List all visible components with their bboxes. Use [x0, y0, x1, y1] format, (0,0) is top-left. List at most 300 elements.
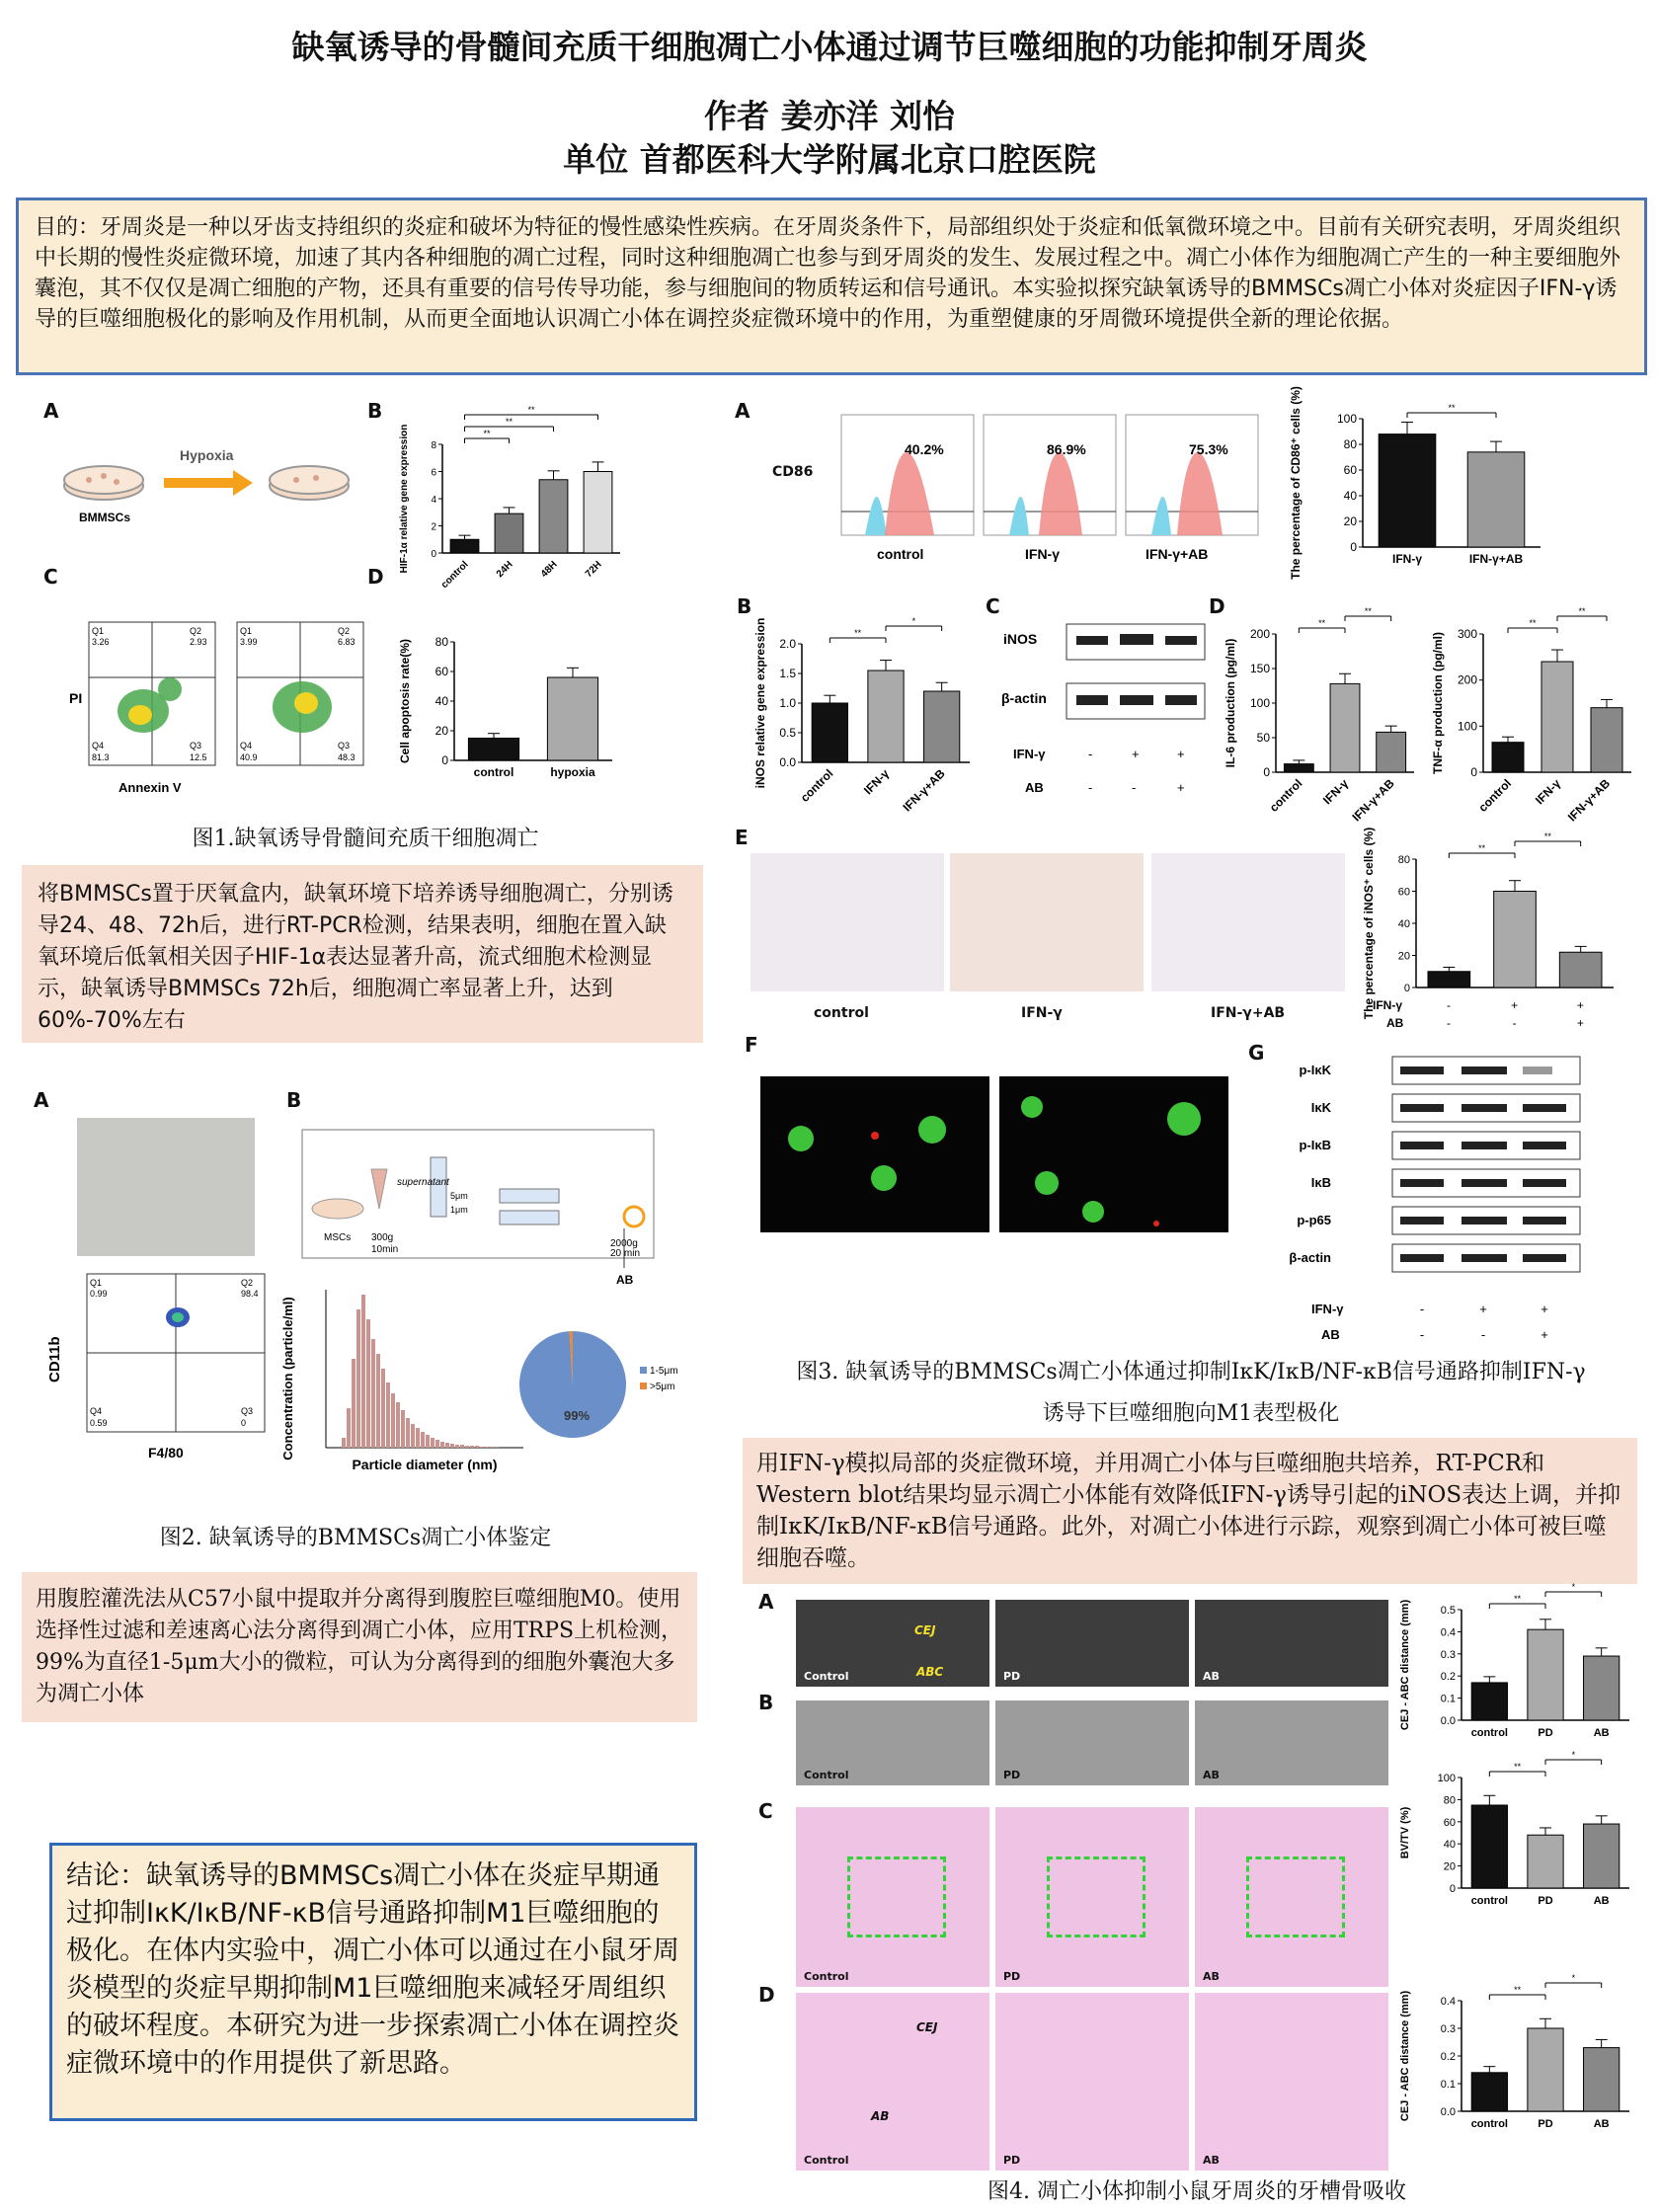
- fig3-label-e: E: [735, 826, 749, 849]
- fig3-text-box: [743, 1438, 1637, 1584]
- svg-text:40.9: 40.9: [240, 752, 258, 762]
- fig2-text: 用腹腔灌洗法从C57小鼠中提取并分离得到腹腔巨噬细胞M0。使用选择性过滤和差速离心法分离得到凋亡小体，应用TRPS上机检测，99%为直径1-5μm大小的微粒，可认为分离得到的细胞外囊泡大多为凋亡小体: [36, 1587, 683, 1706]
- y-axis-label: iNOS relative gene expression: [753, 617, 767, 789]
- fig4-image: [995, 1993, 1189, 2171]
- fig4-image: [995, 1600, 1189, 1687]
- x-tick-label: IFN-γ+AB: [1349, 776, 1397, 825]
- histogram-bar: [470, 1446, 474, 1448]
- treatment-mark: -: [1419, 1327, 1425, 1342]
- band-label: IκK: [1310, 1100, 1331, 1115]
- fig3-text: 用IFN-γ模拟局部的炎症微环境，并用凋亡小体与巨噬细胞共培养，RT-PCR和Western blot结果均显示凋亡小体能有效降低IFN-γ诱导引起的iNOS表达上调，并抑制IκK/IκB/NF-κB信号通路。此外，对凋亡小体进行示踪，观察到凋亡小体可被巨噬细胞吞噬。: [756, 1451, 1621, 1571]
- significance-mark: **: [1318, 618, 1326, 628]
- svg-text:0.99: 0.99: [90, 1289, 108, 1299]
- fig3g-western: [1284, 1047, 1590, 1353]
- y-tick-label: 60: [1443, 1816, 1456, 1829]
- fig4-label-c: C: [758, 1799, 773, 1823]
- y-axis-label: CEJ - ABC distance (mm): [1399, 1990, 1411, 2122]
- y-tick-label: 0.0: [1440, 1715, 1456, 1727]
- svg-text:40.2%: 40.2%: [905, 441, 944, 457]
- y-axis-label: Cell apoptosis rate(%): [398, 638, 412, 764]
- ab-label: AB: [616, 1273, 634, 1287]
- fig4-image-label: Control: [804, 1670, 849, 1683]
- hypoxia-label: Hypoxia: [180, 447, 234, 463]
- f480-label: F4/80: [148, 1445, 184, 1461]
- y-tick-label: 1.5: [779, 667, 796, 680]
- band: [1523, 1104, 1566, 1112]
- bar: [468, 739, 518, 761]
- y-tick-label: 0.1: [1440, 1693, 1456, 1705]
- svg-text:Q2: Q2: [241, 1278, 254, 1288]
- svg-text:98.4: 98.4: [241, 1289, 259, 1299]
- fig3e-image-control: [750, 853, 944, 991]
- fig2-caption: 图2. 缺氧诱导的BMMSCs凋亡小体鉴定: [159, 1526, 552, 1550]
- bar: [1492, 743, 1524, 772]
- fig4-image-label: PD: [1003, 1769, 1021, 1781]
- legend-label: >5μm: [650, 1382, 675, 1392]
- y-tick-label: 0.4: [1440, 1626, 1456, 1639]
- band: [1400, 1217, 1444, 1224]
- y-tick-label: 0: [1470, 765, 1477, 779]
- annexin-label: Annexin V: [118, 780, 182, 795]
- fig3f-fluorescence-2: [999, 1076, 1228, 1232]
- fig3e-image-ifn-ab: [1151, 853, 1345, 991]
- bar: [812, 703, 847, 762]
- y-tick-label: 2: [431, 521, 436, 533]
- histogram-bar: [376, 1354, 380, 1448]
- fig2b-schematic: [302, 1130, 658, 1292]
- y-tick-label: 6: [431, 467, 436, 479]
- svg-text:control: control: [877, 546, 924, 562]
- y-tick-label: 0: [1403, 983, 1410, 994]
- histogram-bar: [445, 1443, 449, 1448]
- svg-text:Q3: Q3: [190, 741, 202, 750]
- band: [1400, 1104, 1444, 1112]
- svg-text:iNOS: iNOS: [1003, 631, 1038, 647]
- significance-mark: *: [1571, 1582, 1576, 1592]
- y-tick-label: 0.3: [1440, 1648, 1456, 1661]
- fig4-image-label: AB: [1203, 1670, 1220, 1683]
- fig2-text-box: [22, 1572, 697, 1722]
- cej-annotation-d: CEJ: [916, 2020, 938, 2034]
- conclusion-text: 结论：缺氧诱导的BMMSCs凋亡小体在炎症早期通过抑制IκK/IκB/NF-κB信号通路抑制M1巨噬细胞的极化。在体内实验中，凋亡小体可以通过在小鼠牙周炎模型的炎症早期抑制M1巨噬细胞来减轻牙周组织的破坏程度。本研究为进一步探索凋亡小体在调控炎症微环境中的作用提供了新思路。: [66, 1860, 679, 2079]
- y-tick-label: 0: [431, 549, 436, 560]
- fig4-image-label: PD: [1003, 1670, 1021, 1683]
- svg-text:300g: 300g: [371, 1232, 394, 1243]
- poster-authors: 作者 姜亦洋 刘怡: [704, 97, 955, 135]
- band-label: p-p65: [1297, 1213, 1331, 1227]
- x-tick-label: IFN-γ: [1533, 776, 1564, 808]
- svg-text:IFN-γ+AB: IFN-γ+AB: [1146, 546, 1209, 562]
- y-axis-label: HIF-1α relative gene expression: [399, 424, 410, 574]
- y-tick-label: 80: [1343, 437, 1357, 451]
- band: [1400, 1066, 1444, 1074]
- y-tick-label: 100: [1457, 719, 1477, 734]
- roi-box: [847, 1856, 946, 1937]
- fig3e-label-control: control: [814, 1005, 869, 1021]
- svg-text:6.83: 6.83: [338, 637, 356, 647]
- y-tick-label: 60: [1397, 886, 1410, 899]
- bar: [1284, 764, 1313, 772]
- fig3e-label-ifn-ab: IFN-γ+AB: [1211, 1005, 1286, 1021]
- x-tick-label: control: [1470, 1895, 1508, 1907]
- y-tick-label: 60: [1343, 463, 1357, 477]
- bar: [1471, 1805, 1507, 1888]
- fig4-image-label: Control: [804, 1970, 849, 1983]
- fig1d-chart: [395, 602, 632, 800]
- bar: [539, 480, 568, 553]
- fig4-image-label: PD: [1003, 1970, 1021, 1983]
- x-tick-label: PD: [1538, 1727, 1553, 1739]
- bar: [1494, 892, 1537, 988]
- svg-text:81.3: 81.3: [92, 752, 110, 762]
- ab-row-label: AB: [1386, 1016, 1404, 1030]
- y-tick-label: 40: [1343, 489, 1357, 503]
- bar: [1428, 972, 1470, 988]
- fig4-image-label: AB: [1203, 1970, 1220, 1983]
- histogram-bar: [366, 1319, 370, 1448]
- y-tick-label: 8: [431, 440, 436, 451]
- svg-text:IFN-γ: IFN-γ: [1013, 747, 1046, 761]
- fig4-image: [1195, 1993, 1388, 2171]
- y-tick-label: 40: [1397, 918, 1410, 930]
- significance-mark: **: [1529, 618, 1537, 628]
- roi-box: [1246, 1856, 1345, 1937]
- fig3a-histograms: [835, 415, 1270, 563]
- significance-mark: **: [1514, 1985, 1522, 1995]
- y-tick-label: 100: [1249, 696, 1270, 710]
- y-tick-label: 1.0: [779, 696, 796, 710]
- y-tick-label: 0: [441, 753, 448, 767]
- y-axis-label: TNF-α production (pg/ml): [1431, 631, 1445, 775]
- treatment-mark: -: [1447, 998, 1451, 1012]
- svg-text:2000g: 2000g: [610, 1238, 638, 1249]
- histogram-bar: [342, 1438, 346, 1448]
- fig1-label-d: D: [367, 565, 384, 589]
- fig3-caption-1: 图3. 缺氧诱导的BMMSCs凋亡小体通过抑制IκK/IκB/NF-κB信号通路抑制IFN-γ: [796, 1360, 1586, 1384]
- histogram-bar: [396, 1402, 400, 1448]
- significance-mark: **: [1364, 606, 1372, 616]
- y-tick-label: 4: [431, 495, 436, 506]
- significance-mark: **: [505, 417, 514, 427]
- x-tick-label: IFN-γ: [1320, 776, 1352, 808]
- y-tick-label: 0.2: [1440, 2051, 1456, 2063]
- fig3-label-d: D: [1209, 594, 1225, 618]
- fig4-image-label: AB: [1203, 2154, 1220, 2167]
- histogram-bar: [411, 1424, 415, 1448]
- histogram-bar: [490, 1447, 494, 1448]
- svg-text:Q4: Q4: [240, 741, 253, 750]
- significance-mark: **: [483, 429, 491, 438]
- fig1c-flow: [59, 612, 395, 800]
- y-tick-label: 20: [1397, 950, 1410, 963]
- svg-text:MSCs: MSCs: [324, 1232, 352, 1243]
- x-tick-label: AB: [1593, 1895, 1610, 1907]
- x-tick-label: control: [1470, 1727, 1508, 1739]
- fig3-label-f: F: [745, 1033, 758, 1057]
- ab-annotation-d: AB: [871, 2109, 890, 2123]
- y-tick-label: 200: [1457, 672, 1477, 687]
- fig3c-western: [997, 620, 1205, 818]
- fig1-label-c: C: [43, 565, 58, 589]
- hist-control: [841, 415, 974, 535]
- fig1-text-box: [22, 865, 703, 1043]
- treatment-mark: -: [1419, 1302, 1425, 1316]
- y-tick-label: 100: [1437, 1773, 1456, 1784]
- bar: [584, 472, 612, 554]
- svg-text:2.93: 2.93: [190, 637, 207, 647]
- fig4-image-label: Control: [804, 1769, 849, 1781]
- svg-text:0.59: 0.59: [90, 1418, 108, 1428]
- ifn-row-label: IFN-γ: [1311, 1302, 1344, 1316]
- histogram-bar: [495, 1447, 499, 1448]
- legend-label: 1-5μm: [650, 1366, 678, 1377]
- bar: [1528, 1835, 1563, 1888]
- x-tick-label: control: [1470, 2118, 1508, 2130]
- fig4-image-label: Control: [804, 2154, 849, 2167]
- fig3b-chart: [750, 604, 988, 822]
- conclusion-box: [49, 1843, 697, 2121]
- significance-mark: **: [1514, 1594, 1522, 1604]
- band: [1462, 1066, 1507, 1074]
- poster-title: 缺氧诱导的骨髓间充质干细胞凋亡小体通过调节巨噬细胞的功能抑制牙周炎: [291, 28, 1368, 66]
- fig4-image: [796, 1993, 989, 2171]
- fig1-label-b: B: [367, 399, 383, 423]
- svg-text:+: +: [1132, 747, 1140, 761]
- histogram-bar: [361, 1295, 365, 1448]
- svg-text:Q1: Q1: [240, 626, 253, 636]
- cd11b-label: CD11b: [46, 1336, 63, 1382]
- y-tick-label: 0.0: [779, 755, 796, 769]
- fig3-label-c: C: [986, 594, 1000, 618]
- fig4-image: [1195, 1807, 1388, 1987]
- y-tick-label: 40: [1443, 1839, 1456, 1852]
- x-tick-label: IFN-γ: [1392, 552, 1422, 566]
- histogram-bar: [465, 1446, 469, 1448]
- y-tick-label: 200: [1249, 627, 1270, 641]
- y-tick-label: 0.1: [1440, 2079, 1456, 2091]
- y-tick-label: 20: [434, 724, 448, 738]
- band: [1462, 1217, 1507, 1224]
- y-axis-label: CEJ - ABC distance (mm): [1399, 1599, 1411, 1731]
- fig4-image: [796, 1807, 989, 1987]
- svg-text:10min: 10min: [371, 1244, 399, 1255]
- fig3-label-a: A: [735, 399, 750, 423]
- significance-mark: **: [1543, 831, 1551, 841]
- cd86-label: CD86: [772, 464, 814, 480]
- fig3f-fluorescence-1: [760, 1076, 989, 1232]
- histogram-bar: [356, 1309, 360, 1448]
- histogram-bar: [347, 1408, 351, 1448]
- svg-text:Q4: Q4: [90, 1406, 103, 1416]
- svg-text:Q3: Q3: [241, 1406, 254, 1416]
- fig3e-label-ifn: IFN-γ: [1021, 1005, 1063, 1021]
- svg-text:-: -: [1132, 780, 1137, 795]
- histogram-bar: [440, 1442, 444, 1448]
- x-tick-label: IFN-γ: [861, 766, 893, 798]
- flow-plot-1: [89, 622, 215, 765]
- bar: [1471, 2073, 1507, 2111]
- x-tick-label: AB: [1593, 2118, 1610, 2130]
- svg-text:3.26: 3.26: [92, 637, 110, 647]
- fig3d-il6-chart: [1221, 604, 1428, 831]
- histogram-bar: [480, 1447, 484, 1448]
- treatment-mark: +: [1540, 1327, 1548, 1342]
- histogram-bar: [460, 1445, 464, 1448]
- bar: [924, 691, 960, 762]
- pie-label: 99%: [563, 1408, 591, 1423]
- x-tick-label: 72H: [583, 559, 604, 581]
- fig4-image-label: AB: [1203, 1769, 1220, 1781]
- svg-text:Q1: Q1: [90, 1278, 103, 1288]
- y-tick-label: 2.0: [779, 637, 796, 651]
- svg-text:48.3: 48.3: [338, 752, 356, 762]
- svg-text:12.5: 12.5: [190, 752, 207, 762]
- y-tick-label: 80: [434, 635, 448, 649]
- x-tick-label: control: [797, 766, 836, 805]
- svg-text:-: -: [1088, 780, 1093, 795]
- svg-text:supernatant: supernatant: [397, 1177, 449, 1188]
- band: [1462, 1254, 1507, 1262]
- y-axis-label: BV/TV (%): [1399, 1806, 1411, 1859]
- svg-text:5μm: 5μm: [450, 1191, 468, 1201]
- y-tick-label: 300: [1457, 627, 1477, 641]
- histogram-bar: [386, 1382, 390, 1448]
- histogram-bar: [391, 1393, 395, 1448]
- significance-mark: **: [1514, 1762, 1522, 1772]
- x-tick-label: control: [473, 765, 514, 779]
- fig4-image: [796, 1600, 989, 1687]
- fig4-label-b: B: [758, 1691, 774, 1714]
- fig2b-histogram: [276, 1280, 533, 1477]
- svg-text:Q4: Q4: [92, 741, 105, 750]
- y-tick-label: 150: [1249, 662, 1270, 675]
- y-axis-label: The percentage of iNOS⁺ cells (%): [1362, 827, 1376, 1020]
- treatment-mark: -: [1512, 1016, 1517, 1030]
- band: [1523, 1179, 1566, 1187]
- svg-text:+: +: [1177, 780, 1185, 795]
- svg-text:Q1: Q1: [92, 626, 105, 636]
- significance-mark: **: [1578, 606, 1586, 616]
- hypoxia-arrow: [164, 478, 233, 488]
- band: [1462, 1142, 1507, 1149]
- ifn-row-label: IFN-γ: [1373, 998, 1402, 1012]
- band-label: IκB: [1310, 1175, 1331, 1190]
- svg-text:Q3: Q3: [338, 741, 351, 750]
- y-tick-label: 20: [1343, 514, 1357, 528]
- svg-text:3.99: 3.99: [240, 637, 258, 647]
- svg-text:+: +: [1177, 747, 1185, 761]
- bar: [868, 671, 904, 762]
- band-label: p-IκB: [1299, 1138, 1331, 1152]
- hist-ifn-ab: [1126, 415, 1258, 535]
- fig4-image: [796, 1700, 989, 1785]
- significance-mark: **: [1478, 843, 1486, 853]
- treatment-mark: -: [1447, 1016, 1451, 1030]
- significance-mark: **: [1448, 403, 1456, 413]
- svg-text:86.9%: 86.9%: [1047, 441, 1086, 457]
- fig1-caption: 图1.缺氧诱导骨髓间充质干细胞凋亡: [192, 827, 539, 851]
- fig3e-image-ifn: [950, 853, 1144, 991]
- bar: [450, 539, 479, 553]
- histogram-bar: [426, 1435, 430, 1448]
- fig4-image: [995, 1807, 1189, 1987]
- intro-text: 目的：牙周炎是一种以牙齿支持组织的炎症和破坏为特征的慢性感染性疾病。在牙周炎条件下，局部组织处于炎症和低氧微环境之中。目前有关研究表明，牙周炎组织中长期的慢性炎症微环境，加速了其内各种细胞的凋亡过程，同时这种细胞凋亡也参与到牙周炎的发生、发展过程之中。凋亡小体作为细胞凋亡产生的一种主要细胞外囊泡，其不仅仅是凋亡细胞的产物，还具有重要的信号传导功能，参与细胞间的物质转运和信号通讯。本实验拟探究缺氧诱导的BMMSCs凋亡小体对炎症因子IFN-γ诱导的巨噬细胞极化的影响及作用机制，从而更全面地认识凋亡小体在调控炎症微环境中的作用，为重塑健康的牙周微环境提供全新的理论依据。: [35, 215, 1621, 332]
- fig4-chart-cejabc: [1392, 1582, 1649, 1758]
- y-tick-label: 100: [1336, 412, 1357, 426]
- fig3-caption-2: 诱导下巨噬细胞向M1表型极化: [1042, 1401, 1340, 1426]
- band: [1523, 1066, 1552, 1074]
- bar: [1379, 434, 1436, 547]
- x-tick-label: IFN-γ+AB: [1564, 776, 1614, 825]
- fig4-chart-cejabc2: [1392, 1973, 1649, 2149]
- x-tick-label: AB: [1593, 1727, 1610, 1739]
- histogram-bar: [485, 1447, 489, 1448]
- fig1b-chart: [395, 405, 632, 602]
- treatment-mark: -: [1480, 1327, 1486, 1342]
- svg-text:-: -: [1088, 747, 1093, 761]
- hist-ifn: [984, 415, 1116, 535]
- fig4-image: [995, 1700, 1189, 1785]
- svg-text:75.3%: 75.3%: [1189, 441, 1228, 457]
- svg-text:IFN-γ: IFN-γ: [1025, 546, 1060, 562]
- fig1-label-a: A: [43, 399, 59, 423]
- bar: [1471, 1683, 1507, 1720]
- histogram-bar: [431, 1438, 434, 1448]
- roi-box: [1047, 1856, 1146, 1937]
- y-axis-label: Concentration (particle/ml): [280, 1297, 295, 1461]
- y-tick-label: 0.5: [779, 726, 796, 740]
- histogram-bar: [475, 1446, 479, 1448]
- y-tick-label: 0.2: [1440, 1671, 1456, 1684]
- fig3d-tnf-chart: [1428, 604, 1645, 831]
- flow-plot-2: [237, 622, 363, 765]
- abc-annotation: ABC: [916, 1665, 944, 1679]
- histogram-bar: [406, 1418, 410, 1448]
- histogram-bar: [401, 1410, 405, 1448]
- band-label: β-actin: [1289, 1250, 1331, 1265]
- significance-mark: *: [911, 616, 916, 626]
- fig4-label-a: A: [758, 1590, 774, 1614]
- svg-text:20 min: 20 min: [610, 1248, 641, 1259]
- y-tick-label: 60: [434, 665, 448, 678]
- fig4-image: [1195, 1600, 1388, 1687]
- fig2b-pie: [514, 1323, 711, 1452]
- treatment-mark: +: [1479, 1302, 1487, 1316]
- band: [1523, 1142, 1566, 1149]
- treatment-mark: +: [1576, 1016, 1584, 1030]
- significance-mark: **: [527, 405, 535, 415]
- fig3-label-g: G: [1248, 1041, 1265, 1065]
- histogram-bar: [421, 1432, 425, 1448]
- histogram-bar: [352, 1359, 356, 1448]
- fig4-label-d: D: [758, 1983, 775, 2007]
- poster-affiliation: 单位 首都医科大学附属北京口腔医院: [563, 140, 1096, 179]
- bar: [1584, 1656, 1620, 1720]
- fig4-caption: 图4. 凋亡小体抑制小鼠牙周炎的牙槽骨吸收: [988, 2179, 1406, 2204]
- bar: [1559, 952, 1602, 988]
- y-tick-label: 0.0: [1440, 2106, 1456, 2118]
- histogram-bar: [450, 1444, 454, 1448]
- histogram-bar: [371, 1339, 375, 1448]
- y-tick-label: 40: [434, 694, 448, 708]
- fig3-label-b: B: [737, 594, 752, 618]
- y-tick-label: 80: [1443, 1794, 1456, 1807]
- treatment-mark: +: [1576, 998, 1584, 1012]
- fig2a-flow: [40, 1264, 276, 1462]
- svg-text:Q2: Q2: [338, 626, 351, 636]
- significance-mark: *: [1571, 1750, 1576, 1760]
- band: [1523, 1254, 1566, 1262]
